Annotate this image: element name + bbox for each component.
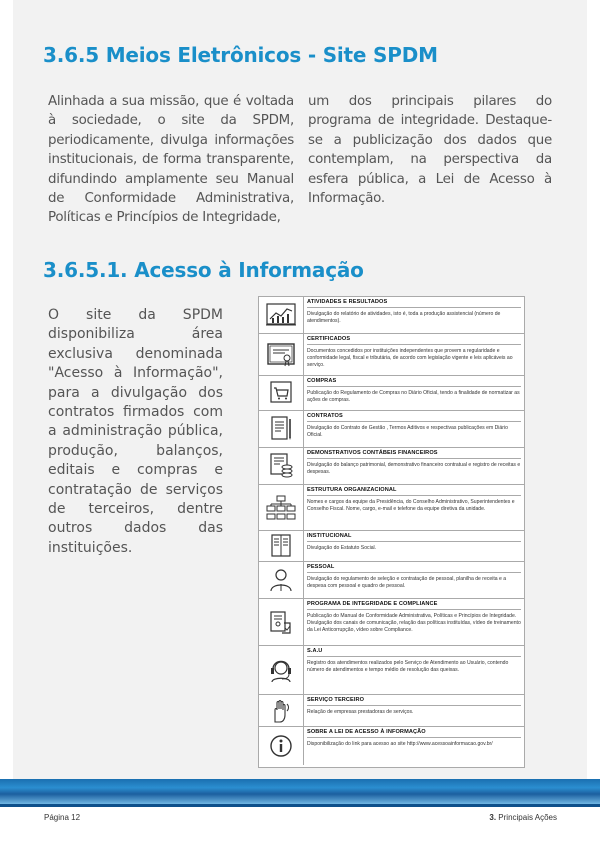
table-row — [259, 599, 524, 646]
row-description: Divulgação do balanço patrimonial, demonstrativo financeiro contratual e registro de receitas e despesas. — [307, 462, 521, 475]
row-title: DEMONSTRATIVOS CONTÁBEIS FINANCEIROS — [307, 450, 521, 459]
table-row — [259, 695, 524, 727]
certificate-icon — [259, 334, 304, 375]
page-number: Página 12 — [44, 813, 81, 822]
table-row — [259, 531, 524, 562]
row-title: PESSOAL — [307, 564, 521, 573]
table-row — [259, 334, 524, 376]
paragraph-left: Alinhada a sua missão, que é voltada à sociedade, o site da SPDM, periodicamente, divulga informações institucionais, de forma transparente, difundindo amplamente seu Manual de Conformidade Administrativa, Políticas e Princípios de Integridade, — [48, 94, 294, 226]
row-description: Publicação do Regulamento de Compras no Diário Oficial, tendo a finalidade de normatizar as ações de compras. — [307, 390, 520, 403]
footer-band — [0, 779, 600, 804]
coins-icon — [259, 448, 304, 484]
table-row — [259, 727, 524, 765]
hand-icon — [259, 695, 304, 726]
table-row — [259, 485, 524, 531]
subsection-title: 3.6.5.1. Acesso à Informação — [43, 258, 364, 282]
table-row — [259, 411, 524, 448]
row-description: Nomes e cargos da equipe da Presidência, do Conselho Administrativo, Superintendentes e Conselho Fiscal. Nome, cargo, e-mail e telefone da equipe diretiva da unidade. — [307, 499, 515, 512]
cart-icon — [259, 376, 304, 410]
chart-icon — [259, 297, 304, 333]
footer-line — [0, 804, 600, 807]
row-description: Publicação do Manual de Conformidade Administrativa, Políticas e Princípios de Integridade. Divulgação dos canais de comunicação, relação das políticas instituídas, vídeo de treinamento da Lei Anticorrupção, vídeo sobre Compliance. — [307, 613, 521, 633]
row-description: Divulgação do relatório de atividades, isto é, toda a produção assistencial (número de atendimentos). — [307, 311, 501, 324]
row-title: COMPRAS — [307, 378, 521, 387]
table-row — [259, 448, 524, 485]
compliance-icon — [259, 599, 304, 645]
section-name: Principais Ações — [498, 813, 557, 822]
row-title: ESTRUTURA ORGANIZACIONAL — [307, 487, 521, 496]
subsection-paragraph: O site da SPDM disponibiliza área exclusiva denominada "Acesso à Informação", para a divulgação dos contratos firmados com a administração pública, produção, balanços, editais e compras e contratação de serviços de terceiros, dentre outros dados das instituições. — [48, 307, 223, 556]
row-title: SOBRE A LEI DE ACESSO À INFORMAÇÃO — [307, 729, 521, 738]
row-title: PROGRAMA DE INTEGRIDADE E COMPLIANCE — [307, 601, 521, 610]
info-icon — [259, 727, 304, 765]
row-description: Disponibilização do link para acesso ao site http://www.acessoainformacao.gov.br/ — [307, 741, 493, 747]
table-row — [259, 297, 524, 334]
person-icon — [259, 562, 304, 598]
headset-icon — [259, 646, 304, 694]
row-description: Divulgação do Contrato de Gestão , Termos Aditivos e respectivas publicações em Diário Oficial. — [307, 425, 508, 438]
table-row — [259, 646, 524, 695]
row-description: Registro dos atendimentos realizados pelo Serviço de Atendimento ao Usuário, contendo número de atendimentos e tempo médio de resolução das queixas. — [307, 660, 509, 673]
row-title: ATIVIDADES E RESULTADOS — [307, 299, 521, 308]
table-row — [259, 562, 524, 599]
row-description: Relação de empresas prestadoras de serviços. — [307, 709, 414, 715]
row-description: Divulgação do regulamento de seleção e contratação de pessoal, planilha de receita e a despesa com pessoal e quadro de pessoal. — [307, 576, 507, 589]
row-title: S.A.U — [307, 648, 521, 657]
book-icon — [259, 531, 304, 561]
paragraph-right: um dos principais pilares do programa de integridade. Destaque-se a publicização dos dados que contemplam, na perspectiva da esfera pública, a Lei de Acesso à Informação. — [308, 94, 552, 207]
access-information-table — [258, 296, 525, 768]
row-title: SERVIÇO TERCEIRO — [307, 697, 521, 706]
org-chart-icon — [259, 485, 304, 530]
row-description: Documentos concedidos por instituições independentes que provem a regularidade e conformidade legal, fiscal e tributária, de acordo com legislação vigente e leis aplicáveis ao serviço. — [307, 348, 513, 368]
row-description: Divulgação do Estatuto Social. — [307, 545, 377, 551]
table-row — [259, 376, 524, 411]
section-number: 3. — [489, 813, 497, 822]
section-title: 3.6.5 Meios Eletrônicos - Site SPDM — [43, 43, 438, 67]
row-title: INSTITUCIONAL — [307, 533, 521, 542]
row-title: CERTIFICADOS — [307, 336, 521, 345]
row-title: CONTRATOS — [307, 413, 521, 422]
section-label — [489, 813, 557, 822]
contract-icon — [259, 411, 304, 447]
